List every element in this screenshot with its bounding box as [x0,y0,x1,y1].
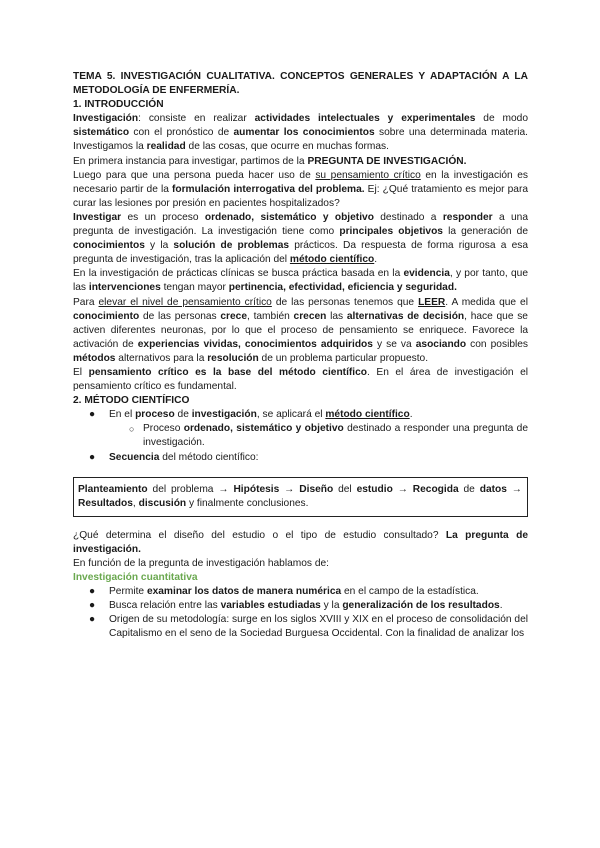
paragraph-investigar-proceso: Investigar es un proceso ordenado, sistemático y objetivo destinado a responder a una pregunta de investigación. La investigación tiene como principales objetivos la generación de conocimientos y la solución de problemas prácticos. Da respuesta de forma rigurosa a esa pregunta de investigación, tras la aplicación del método científico. [73,211,528,266]
list-item: ● Secuencia del método científico: [73,451,528,465]
bullet-icon: ● [89,451,96,463]
section-heading-introduccion: 1. INTRODUCCIÓN [73,99,164,111]
metodo-list-2 [73,451,528,465]
page-title: TEMA 5. INVESTIGACIÓN CUALITATIVA. CONCEPTOS GENERALES Y ADAPTACIÓN A LA METODOLOGÍA DE ENFERMERÍA. [73,71,528,97]
bullet-icon: ● [89,586,96,598]
metodo-sublist [73,422,528,450]
secuencia-box: Planteamiento del problema → Hipótesis → Diseño del estudio → Recogida de datos → Resultados, discusión y finalmente conclusiones. [73,477,528,517]
cuantitativa-list [73,585,528,641]
paragraph-primera-instancia: En primera instancia para investigar, partimos de la PREGUNTA DE INVESTIGACIÓN. [73,155,467,167]
bullet-icon: ● [89,409,96,421]
paragraph-pensamiento-critico: Luego para que una persona pueda hacer uso de su pensamiento crítico en la investigación es necesario partir de la formulación interrogativa del problema. Ej: ¿Qué tratamiento es mejor para curar las lesiones por presión en pacientes hospitalizados? [73,169,529,209]
document-body [73,70,528,642]
paragraph-que-determina: ¿Qué determina el diseño del estudio o el tipo de estudio consultado? La pregunta de investigación. [73,529,528,555]
bullet-icon: ● [89,614,96,626]
bullet-icon: ● [89,600,96,612]
list-item: ● Permite examinar los datos de manera numérica en el campo de la estadística. [73,585,528,599]
paragraph-en-funcion: En función de la pregunta de investigación hablamos de: [73,558,329,569]
paragraph-practicas-clinicas: En la investigación de prácticas clínicas se busca práctica basada en la evidencia, y por tanto, que las intervenciones tengan mayor pertinencia, efectividad, eficiencia y seguridad. [73,268,528,294]
list-item: ○ Proceso ordenado, sistemático y objetivo destinado a responder una pregunta de investigación. [129,423,528,449]
paragraph-elevar-nivel: Para elevar el nivel de pensamiento crítico de las personas tenemos que LEER. A medida que el conocimiento de las personas crece, también crecen las alternativas de decisión, hace que se activen diferentes neuronas, por lo que el proceso de pensamiento se enriquece. Favorece la activación de experiencias vividas, conocimientos adquiridos y se va asociando con posibles métodos alternativos para la resolución de un problema particular propuesto. [73,296,529,364]
list-item: ● En el proceso de investigación, se aplicará el método científico. [73,408,528,422]
hollow-bullet-icon: ○ [129,424,135,435]
list-item: ● Origen de su metodología: surge en los siglos XVIII y XIX en el proceso de consolidación del Capitalismo en el seno de la Sociedad Burguesa Occidental. Con la finalidad de analizar los [89,614,528,640]
paragraph-base-metodo: El pensamiento crítico es la base del método científico. En el área de investigación el pensamiento crítico es fundamental. [73,366,529,393]
paragraph-investigacion-definition: Investigación: consiste en realizar actividades intelectuales y experimentales de modo sistemático con el pronóstico de aumentar los conocimientos sobre una determinada materia. Investigamos la realidad de las cosas, que ocurre en muchas formas. [73,113,528,153]
section-heading-metodo-cientifico: 2. MÉTODO CIENTÍFICO [73,395,190,407]
metodo-list [73,408,528,422]
list-item: ● Busca relación entre las variables estudiadas y la generalización de los resultados. [73,599,528,613]
subheading-investigacion-cuantitativa: Investigación cuantitativa [73,572,198,584]
